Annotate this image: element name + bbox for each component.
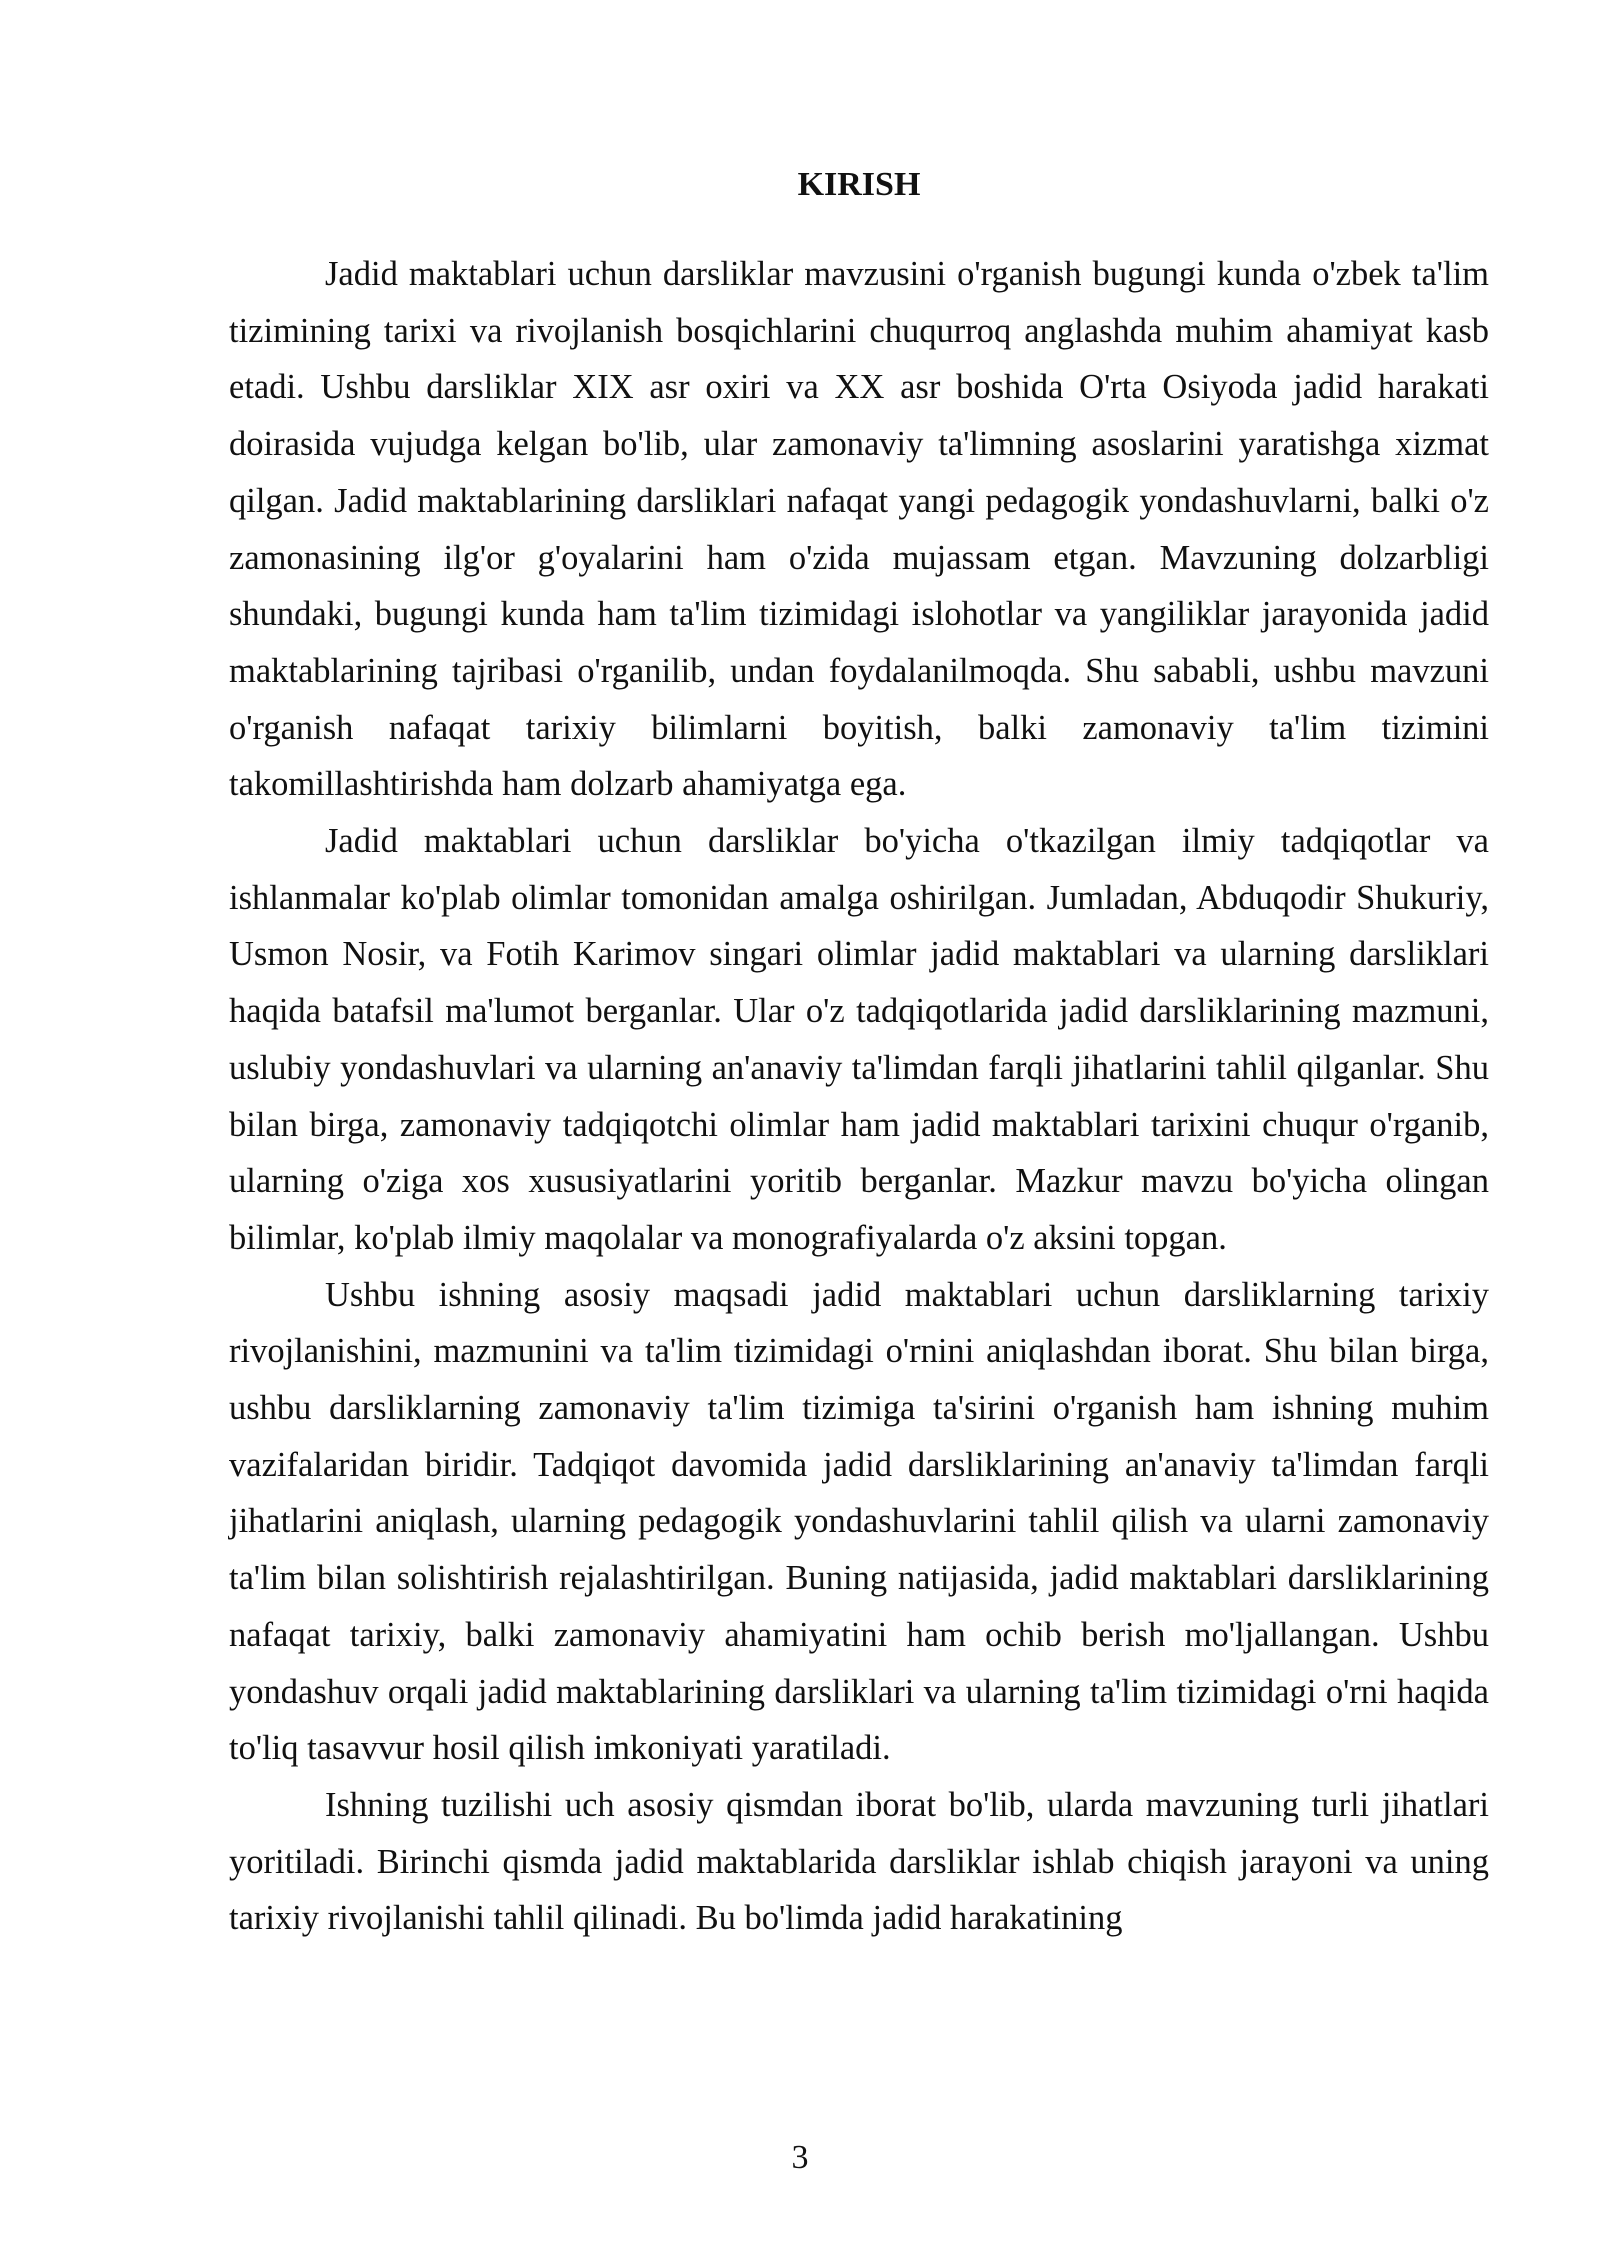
page-number: 3 (791, 2139, 809, 2176)
paragraph-3: Ushbu ishning asosiy maqsadi jadid maktablari uchun darsliklarning tarixiy rivojlanishini, mazmunini va ta'lim tizimidagi o'rnini aniqlashdan iborat. Shu bilan birga, ushbu darsliklarning zamonaviy ta'lim tizimiga ta'sirini o'rganish ham ishning muhim vazifalaridan biridir. Tadqiqot davomida jadid darsliklarining an'anaviy ta'limdan farqli jihatlarini aniqlash, ularning pedagogik yondashuvlarini tahlil qilish va ularni zamonaviy ta'lim bilan solishtirish rejalashtirilgan. Buning natijasida, jadid maktablari darsliklarining nafaqat tarixiy, balki zamonaviy ahamiyatini ham ochib berish mo'ljallangan. Ushbu yondashuv orqali jadid maktablarining darsliklari va ularning ta'lim tizimidagi o'rni haqida to'liq tasavvur hosil qilish imkoniyati yaratiladi. (229, 1275, 1489, 1768)
paragraph-1: Jadid maktablari uchun darsliklar mavzusini o'rganish bugungi kunda o'zbek ta'lim tizimining tarixi va rivojlanish bosqichlarini chuqurroq anglashda muhim ahamiyat kasb etadi. Ushbu darsliklar XIX asr oxiri va XX asr boshida O'rta Osiyoda jadid harakati doirasida vujudga kelgan bo'lib, ular zamonaviy ta'limning asoslarini yaratishga xizmat qilgan. Jadid maktablarining darsliklari nafaqat yangi pedagogik yondashuvlarni, balki o'z zamonasining ilg'or g'oyalarini ham o'zida mujassam etgan. Mavzuning dolzarbligi shundaki, bugungi kunda ham ta'lim tizimidagi islohotlar va yangiliklar jarayonida jadid maktablarining tajribasi o'rganilib, undan foydalanilmoqda. Shu sababli, ushbu mavzuni o'rganish nafaqat tarixiy bilimlarni boyitish, balki zamonaviy ta'lim tizimini takomillashtirishda ham dolzarb ahamiyatga ega. (229, 255, 1489, 804)
paragraph-4: Ishning tuzilishi uch asosiy qismdan iborat bo'lib, ularda mavzuning turli jihatlari yoritiladi. Birinchi qismda jadid maktablarida darsliklar ishlab chiqish jarayoni va uning tarixiy rivojlanishi tahlil qilinadi. Bu bo'limda jadid harakatining (229, 1785, 1489, 1938)
paragraph-2: Jadid maktablari uchun darsliklar bo'yicha o'tkazilgan ilmiy tadqiqotlar va ishlanmalar ko'plab olimlar tomonidan amalga oshirilgan. Jumladan, Abduqodir Shukuriy, Usmon Nosir, va Fotih Karimov singari olimlar jadid maktablari va ularning darsliklari haqida batafsil ma'lumot berganlar. Ular o'z tadqiqotlarida jadid darsliklarining mazmuni, uslubiy yondashuvlari va ularning an'anaviy ta'limdan farqli jihatlarini tahlil qilganlar. Shu bilan birga, zamonaviy tadqiqotchi olimlar ham jadid maktablari tarixini chuqur o'rganib, ularning o'ziga xos xususiyatlarini yoritib berganlar. Mazkur mavzu bo'yicha olingan bilimlar, ko'plab ilmiy maqolalar va monografiyalarda o'z aksini topgan. (229, 822, 1489, 1257)
page-title: KIRISH (797, 166, 921, 203)
document-body (229, 246, 1489, 1947)
